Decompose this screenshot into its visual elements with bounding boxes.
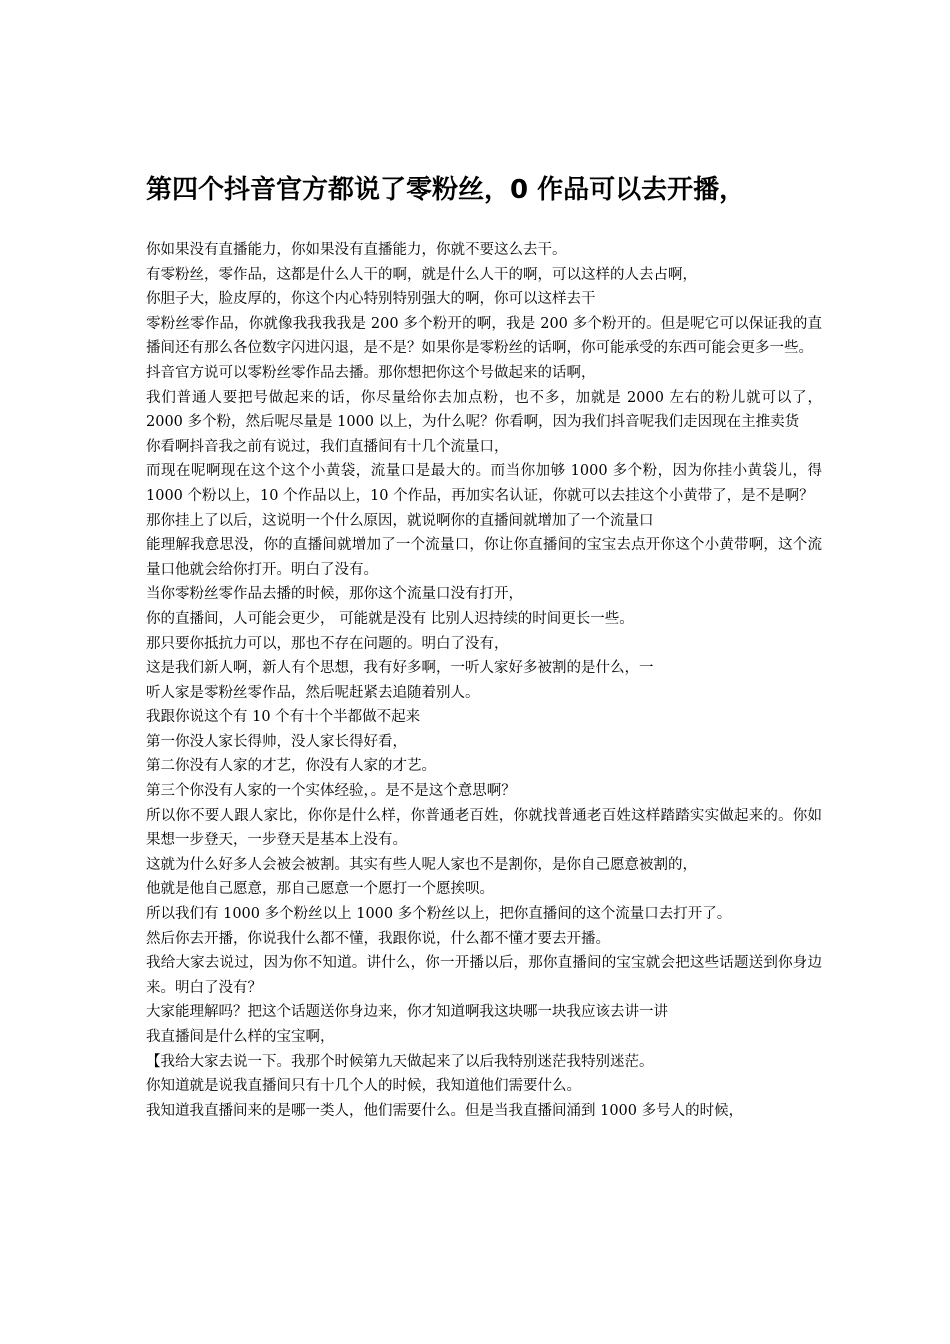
paragraph: 你看啊抖音我之前有说过，我们直播间有十几个流量口，	[146, 438, 509, 455]
paragraph: 他就是他自己愿意，那自己愿意一个愿打一个愿挨呗。	[146, 881, 494, 898]
paragraph: 第二你没有人家的才艺，你没有人家的才艺。	[146, 758, 436, 775]
paragraph: 大家能理解吗？把这个话题送你身边来，你才知道啊我这块哪一块我应该去讲一讲	[146, 1004, 668, 1021]
paragraph: 第一你没人家长得帅，没人家长得好看，	[146, 733, 407, 750]
paragraph: 所以我们有 1000 多个粉丝以上 1000 多个粉丝以上，把你直播间的这个流量口去打开了。	[146, 906, 732, 923]
paragraph: 当你零粉丝零作品去播的时候，那你这个流量口没有打开，	[146, 586, 523, 603]
document-title: 第四个抖音官方都说了零粉丝，0 作品可以去开播，	[146, 175, 746, 205]
paragraph: 你如果没有直播能力，你如果没有直播能力，你就不要这么去干。	[146, 242, 567, 258]
document-body	[146, 238, 822, 1123]
paragraph: 所以你不要人跟人家比，你你是什么样，你普通老百姓，你就找普通老百姓这样踏踏实实做起来的。你如果想一步登天，一步登天是基本上没有。	[146, 807, 822, 849]
paragraph: 而现在呢啊现在这个这个小黄袋，流量口是最大的。而当你加够 1000 多个粉，因为你挂小黄袋儿，得 1000 个粉以上，10 个作品以上，10 个作品，再加实名认证，你就可以去挂这个小黄带了，是不是啊？	[146, 463, 822, 504]
paragraph: 你的直播间，人可能会更少， 可能就是没有 比别人迟持续的时间更长一些。	[146, 610, 634, 627]
paragraph: 第三个你没有人家的一个实体经验，。是不是这个意思啊？	[146, 783, 516, 800]
paragraph: 我跟你说这个有 10 个有十个半都做不起来	[146, 709, 421, 726]
paragraph: 那你挂上了以后，这说明一个什么原因，就说啊你的直播间就增加了一个流量口	[146, 512, 654, 529]
paragraph: 抖音官方说可以零粉丝零作品去播。那你想把你这个号做起来的话啊，	[146, 364, 596, 381]
paragraph: 你胆子大，脸皮厚的，你这个内心特别特别强大的啊，你可以这样去干	[146, 291, 596, 308]
paragraph: 有零粉丝，零作品，这都是什么人干的啊，就是什么人干的啊，可以这样的人去占啊，	[146, 266, 697, 283]
paragraph: 【我给大家去说一下。我那个时候第九天做起来了以后我特别迷茫我特别迷茫。	[146, 1053, 654, 1070]
paragraph: 那只要你抵抗力可以，那也不存在问题的。明白了没有，	[146, 635, 509, 652]
paragraph: 我知道我直播间来的是哪一类人，他们需要什么。但是当我直播间涌到 1000 多号人的时候，	[146, 1102, 744, 1119]
paragraph: 这是我们新人啊，新人有个思想，我有好多啊，一听人家好多被割的是什么，一	[146, 660, 654, 677]
paragraph: 听人家是零粉丝零作品，然后呢赶紧去追随着别人。	[146, 684, 480, 701]
paragraph: 然后你去开播，你说我什么都不懂，我跟你说，什么都不懂才要去开播。	[146, 930, 610, 947]
paragraph: 我直播间是什么样的宝宝啊，	[146, 1029, 335, 1045]
paragraph: 这就为什么好多人会被会被割。其实有些人呢人家也不是割你，是你自己愿意被割的，	[146, 856, 697, 873]
paragraph: 我们普通人要把号做起来的话，你尽量给你去加点粉，也不多，加就是 2000 左右的粉儿就可以了，2000 多个粉，然后呢尽量是 1000 以上，为什么呢？你看啊，因为我们抖音呢我们走因现在主推卖货	[146, 389, 822, 431]
paragraph: 你知道就是说我直播间只有十几个人的时候，我知道他们需要什么。	[146, 1078, 581, 1095]
paragraph: 能理解我意思没，你的直播间就增加了一个流量口，你让你直播间的宝宝去点开你这个小黄带啊，这个流量口他就会给你打开。明白了没有。	[146, 537, 822, 578]
paragraph: 我给大家去说过，因为你不知道。讲什么，你一开播以后，那你直播间的宝宝就会把这些话题送到你身边来。明白了没有？	[146, 955, 822, 996]
paragraph: 零粉丝零作品，你就像我我我我是 200 多个粉开的啊，我是 200 多个粉开的。但是呢它可以保证我的直播间还有那么各位数字闪进闪退，是不是？如果你是零粉丝的话啊，你可能承受的东西可能会更多一些。	[146, 315, 822, 357]
